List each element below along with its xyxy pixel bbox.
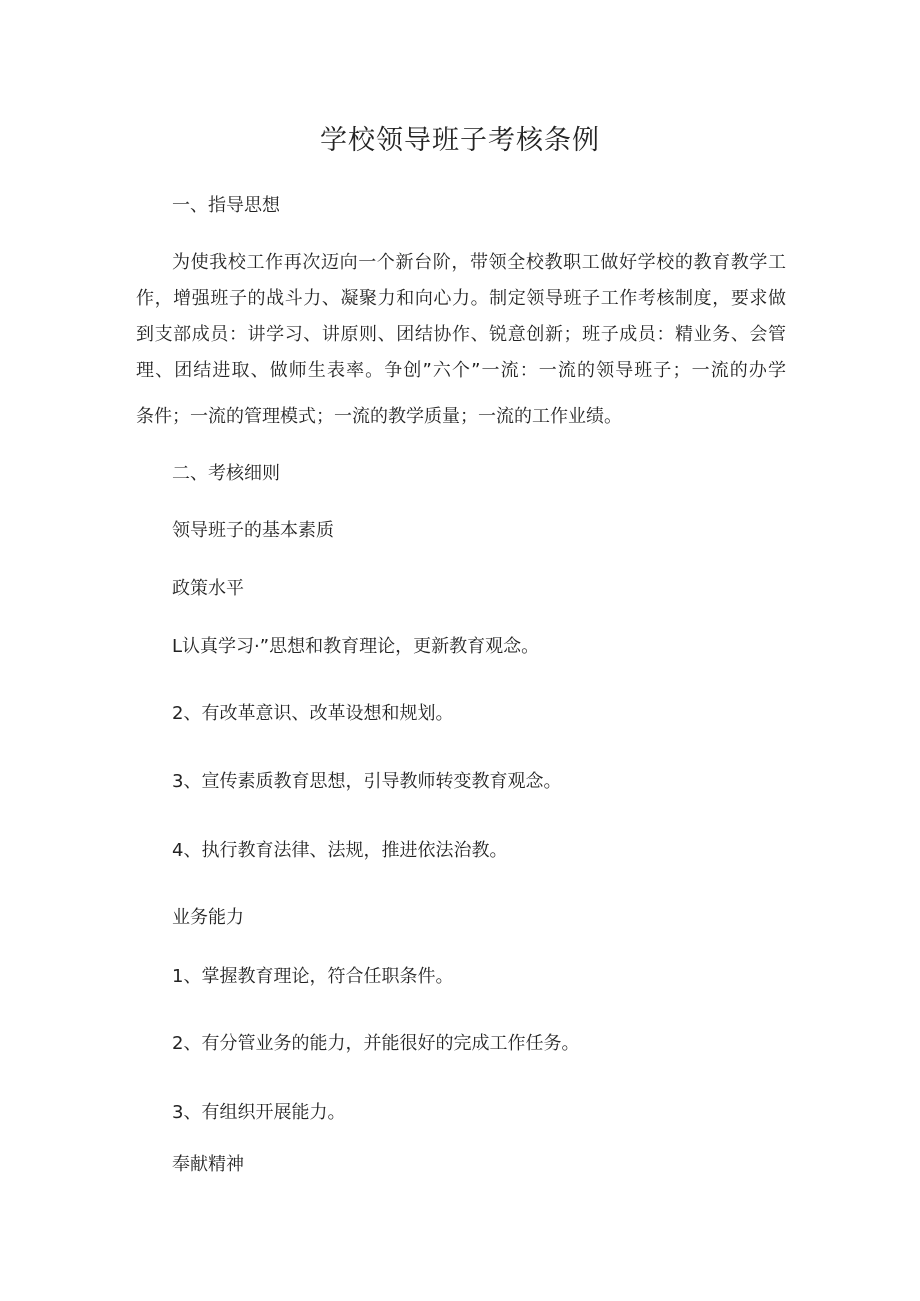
paragraph-line: 到支部成员：讲学习、讲原则、团结协作、锐意创新；班子成员：精业务、会管 <box>136 324 786 345</box>
ability-item: 2、有分管业务的能力，并能很好的完成工作任务。 <box>172 1033 580 1054</box>
section-heading-guiding-ideology: 一、指导思想 <box>172 195 280 216</box>
paragraph-line: 作，增强班子的战斗力、凝聚力和向心力。制定领导班子工作考核制度，要求做 <box>136 288 786 309</box>
policy-item: 3、宣传素质教育思想，引导教师转变教育观念。 <box>172 771 562 792</box>
paragraph-line: 条件；一流的管理模式；一流的教学质量；一流的工作业绩。 <box>136 406 622 427</box>
policy-item: 4、执行教育法律、法规，推进依法治教。 <box>172 840 508 861</box>
ability-item: 1、掌握教育理论，符合任职条件。 <box>172 966 454 987</box>
subheading-professional-ability: 业务能力 <box>172 907 244 928</box>
subheading-basic-quality: 领导班子的基本素质 <box>172 520 334 541</box>
paragraph-line: 理、团结进取、做师生表率。争创”六个”一流：一流的领导班子；一流的办学 <box>136 360 786 381</box>
policy-item: 2、有改革意识、改革设想和规划。 <box>172 703 454 724</box>
section-heading-assessment-rules: 二、考核细则 <box>172 463 280 484</box>
policy-item: L认真学习·”思想和教育理论，更新教育观念。 <box>172 636 540 657</box>
document-title: 学校领导班子考核条例 <box>320 125 600 156</box>
subheading-policy-level: 政策水平 <box>172 578 244 599</box>
paragraph-line: 为使我校工作再次迈向一个新台阶，带领全校教职工做好学校的教育教学工 <box>172 252 786 273</box>
subheading-dedication-spirit: 奉献精神 <box>172 1154 244 1175</box>
ability-item: 3、有组织开展能力。 <box>172 1102 346 1123</box>
